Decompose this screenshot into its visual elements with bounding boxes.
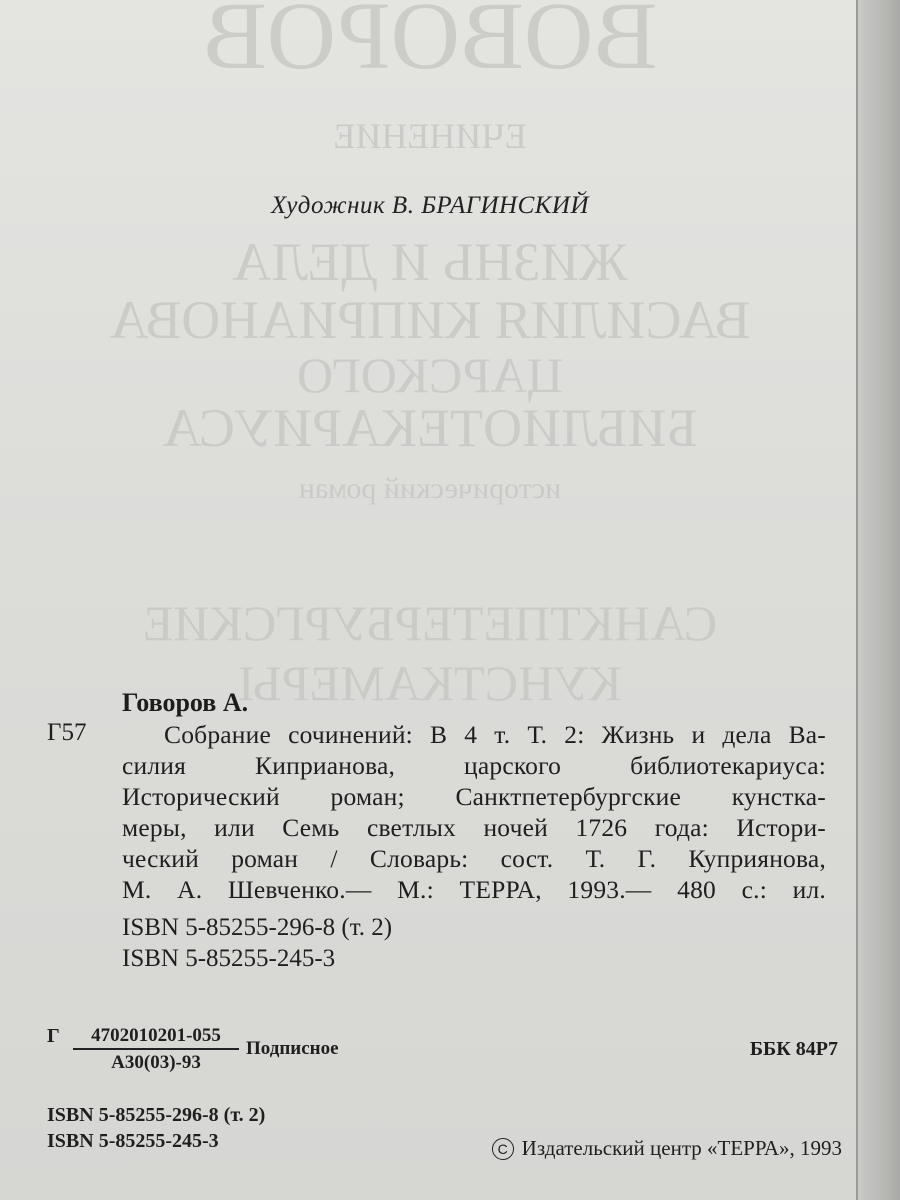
svg-text:БИБЛИОТЕКАРИУСА: БИБЛИОТЕКАРИУСА [162, 398, 698, 458]
copyright-text: Издательский центр «ТЕРРА», 1993 [521, 1136, 842, 1160]
description-line: Собрание сочинений: В 4 т. Т. 2: Жизнь и дела Ва- [164, 720, 826, 749]
svg-text:исторический роман: исторический роман [298, 472, 562, 505]
copyright-notice [492, 1136, 842, 1161]
publication-code-bottom: А30(03)-93 [111, 1052, 201, 1073]
publication-code-top: 4702010201-055 [73, 1025, 239, 1050]
isbn-list [122, 912, 392, 974]
footer-isbn-list [47, 1102, 265, 1154]
description-line: Исторический роман; Санктпетербургские кунстка- [122, 782, 826, 811]
author-heading: Говоров А. [122, 688, 249, 717]
footer-isbn-set: ISBN 5-85255-245-3 [47, 1130, 219, 1152]
svg-text:ЖИЗНЬ И ДЕЛА: ЖИЗНЬ И ДЕЛА [232, 232, 628, 292]
bbk-code: ББК 84Р7 [749, 1038, 838, 1060]
copyright-icon: C [492, 1138, 514, 1160]
page-edge [856, 0, 900, 1200]
svg-text:ЕЧИНЕНИЕ: ЕЧИНЕНИЕ [333, 116, 527, 156]
svg-text:САНКТПЕТЕРБУРГСКИЕ: САНКТПЕТЕРБУРГСКИЕ [142, 595, 718, 651]
illustrator-credit: Художник В. БРАГИНСКИЙ [271, 192, 589, 219]
svg-text:ВОВОРОВ: ВОВОРОВ [202, 0, 658, 89]
author-mark: Г57 [47, 719, 87, 746]
bibliographic-description [122, 719, 826, 905]
description-line: силия Киприанова, царского библиотекариуса: [122, 751, 826, 780]
index-letter: Г [47, 1025, 60, 1047]
isbn-set: ISBN 5-85255-245-3 [122, 945, 336, 972]
description-line: ческий роман / Словарь: сост. Т. Г. Куприянова, [122, 844, 826, 873]
svg-text:ВАСИЛИЯ КИПРИАНОВА: ВАСИЛИЯ КИПРИАНОВА [109, 290, 751, 350]
svg-text:КУНСТКАМЕРЫ: КУНСТКАМЕРЫ [238, 655, 622, 711]
isbn-volume: ISBN 5-85255-296-8 (т. 2) [122, 914, 393, 941]
description-line: меры, или Семь светлых ночей 1726 года: Истори- [122, 813, 826, 842]
subscription-label: Подписное [246, 1038, 339, 1059]
svg-text:ЦАРСКОГО: ЦАРСКОГО [297, 347, 563, 403]
description-line: М. А. Шевченко.— М.: ТЕРРА, 1993.— 480 с.: ил. [122, 875, 826, 904]
footer-isbn-volume: ISBN 5-85255-296-8 (т. 2) [47, 1104, 266, 1126]
publication-code [73, 1025, 239, 1076]
